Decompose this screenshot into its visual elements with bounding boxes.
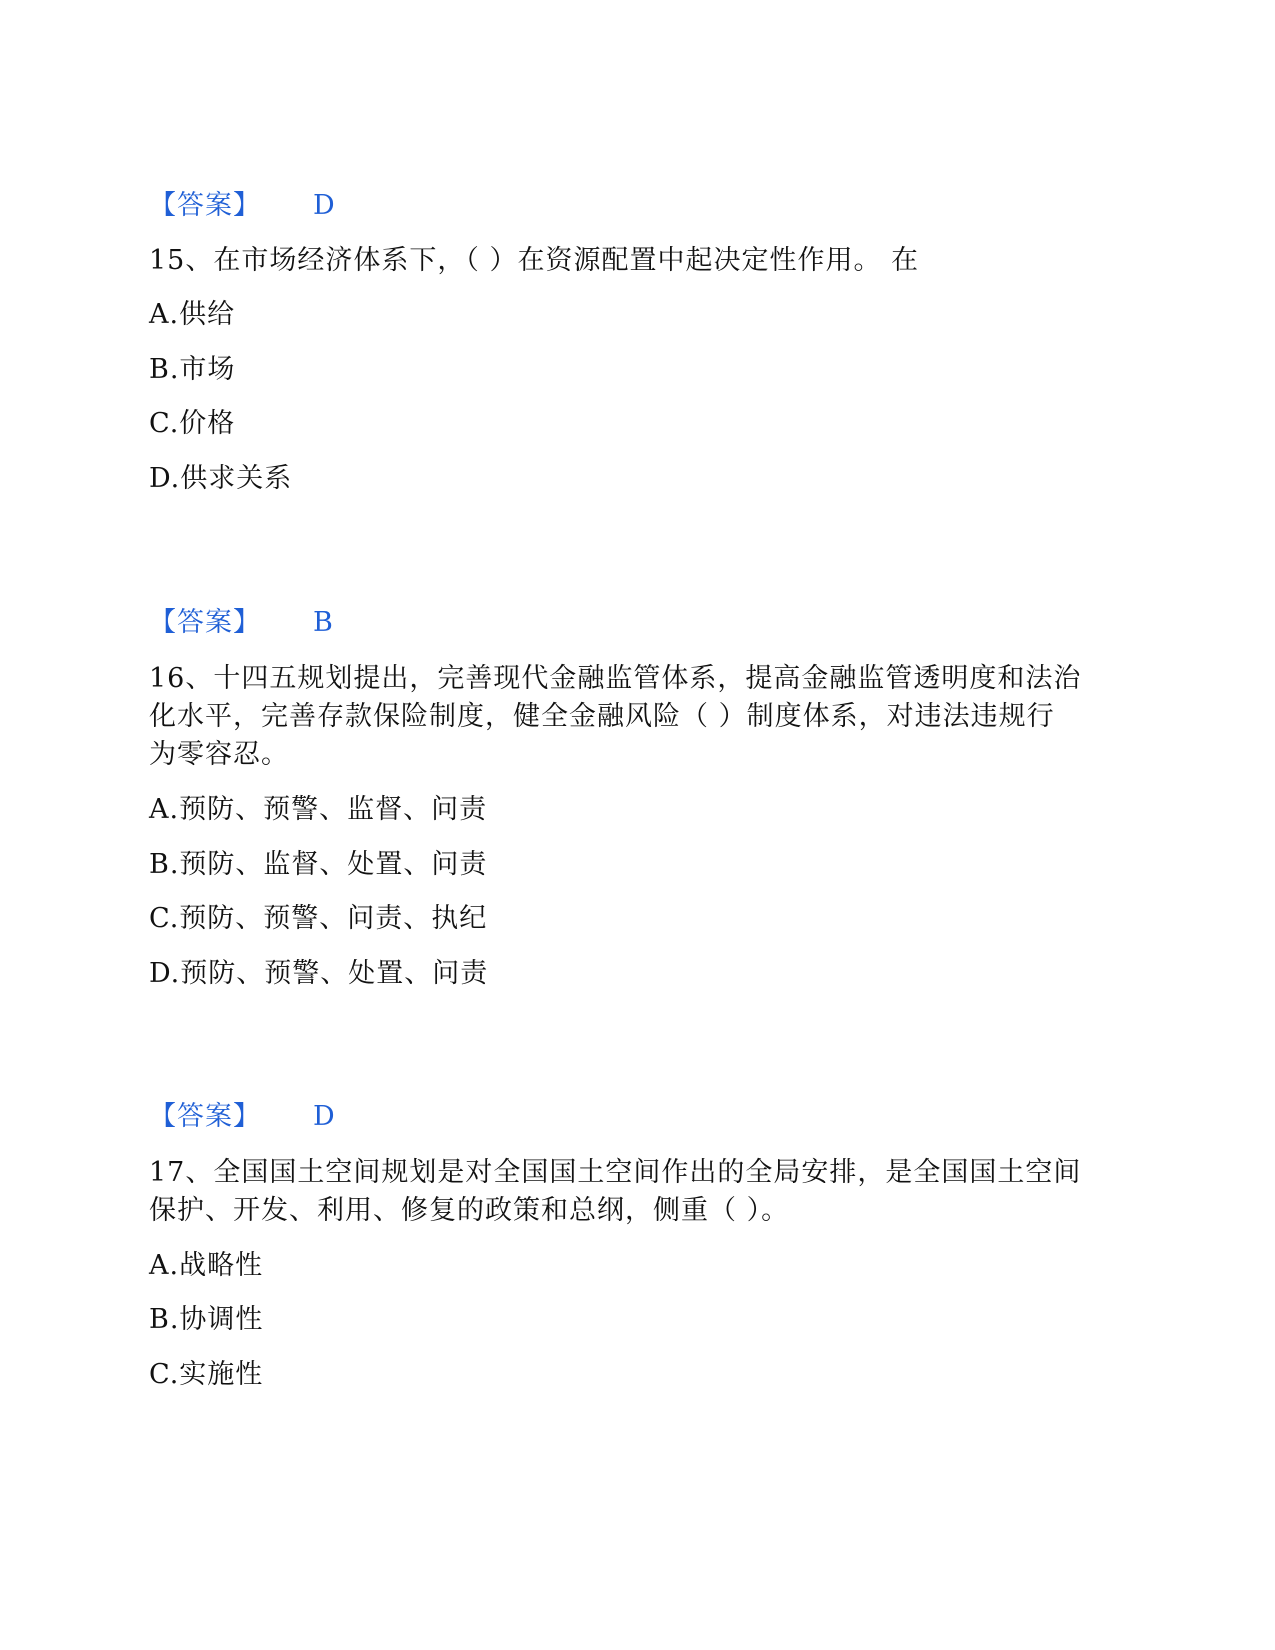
option-17-b: B.协调性	[149, 1304, 264, 1335]
answer-value: B	[313, 607, 334, 638]
option-16-d: D.预防、预警、处置、问责	[149, 958, 489, 989]
option-16-c: C.预防、预警、问责、执纪	[149, 903, 488, 934]
question-16-line-2: 化水平，完善存款保险制度，健全金融风险（ ）制度体系，对违法违规行	[149, 701, 1055, 732]
question-16-line-3: 为零容忍。	[149, 739, 289, 770]
question-17-line-1: 17、全国国土空间规划是对全国国土空间作出的全局安排，是全国国土空间	[149, 1157, 1082, 1188]
answer-label: 【答案】	[149, 190, 261, 221]
option-15-d: D.供求关系	[149, 463, 293, 494]
option-17-a: A.战略性	[149, 1250, 264, 1281]
question-16-line-1: 16、十四五规划提出，完善现代金融监管体系，提高金融监管透明度和法治	[149, 663, 1082, 694]
question-15: 15、在市场经济体系下，（ ）在资源配置中起决定性作用。 在	[149, 245, 920, 276]
answer-label: 【答案】	[149, 1101, 261, 1132]
option-17-c: C.实施性	[149, 1359, 264, 1390]
answer-label: 【答案】	[149, 607, 261, 638]
answer-value: D	[313, 190, 336, 221]
option-16-b: B.预防、监督、处置、问责	[149, 849, 488, 880]
option-15-b: B.市场	[149, 354, 236, 385]
answer-value: D	[313, 1101, 336, 1132]
answer-line-1	[149, 187, 336, 225]
option-16-a: A.预防、预警、监督、问责	[149, 794, 488, 825]
answer-line-3	[149, 1098, 336, 1136]
option-15-c: C.价格	[149, 408, 236, 439]
question-17-line-2: 保护、开发、利用、修复的政策和总纲，侧重（ ）。	[149, 1195, 790, 1226]
option-15-a: A.供给	[149, 299, 236, 330]
answer-line-2	[149, 604, 334, 642]
